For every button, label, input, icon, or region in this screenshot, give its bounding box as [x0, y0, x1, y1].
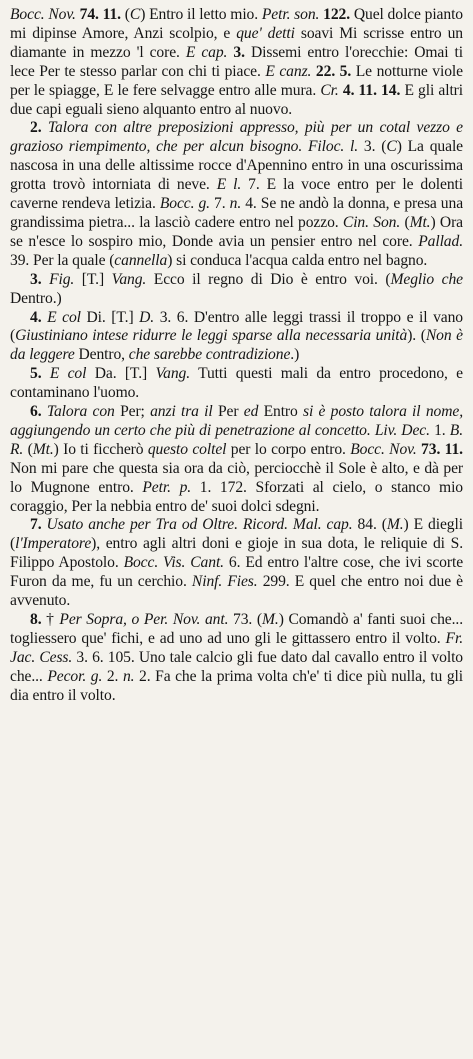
entry-paragraph-7: 7. Usato anche per Tra od Oltre. Ricord. Mal. cap. 84. (M.) E diegli (l'Imperatore), entro agli altri doni e gioje in sua dota, le reliquie di S. Filippo Apostolo. Bocc. Vis. Cant. 6. Ed entro l'altre cose, che ivi scorte Furon da me, fu un cerchio. Ninf. Fies. 299. E quel che entro noi due è avvenuto.	[10, 516, 464, 610]
entry-paragraph-8: 8. † Per Sopra, o Per. Nov. ant. 73. (M.) Comandò a' fanti suoi che... togliessero que' fichi, e ad uno ad uno gli le gittassero entro il volto. Fr. Jac. Cess. 3. 6. 105. Uno tale calcio gli fue dato dal cavallo entro il volto che... Pecor. g. 2. n. 2. Fa che la prima volta ch'e' ti dice più nulla, tu gli dia entro il volto.	[10, 611, 464, 704]
entry-paragraph-5: 5. E col Da. [T.] Vang. Tutti questi mali da entro procedono, e contaminano l'uomo.	[10, 365, 463, 402]
entry-paragraph-3: 3. Fig. [T.] Vang. Ecco il regno di Dio è entro voi. (Meglio che Dentro.)	[10, 270, 463, 307]
entry-paragraph-4: 4. E col Di. [T.] D. 3. 6. D'entro alle leggi trassi il troppo e il vano (Giustiniano intese ridurre le leggi sparse alla necessaria unità). (Non è da leggere Dentro, che sarebbe contradizione.)	[10, 308, 463, 364]
entry-paragraph-6: 6. Talora con Per; anzi tra il Per ed Entro si è posto talora il nome, aggiungendo un certo che più di penetrazione al concetto. Liv. Dec. 1. B. R. (Mt.) Io ti ficcherò questo coltel per lo corpo entro. Bocc. Nov. 73. 11. Non mi pare che questa sia ora da ciò, perciocchè il Sole è alto, e dà per lo Mugnone entro. Petr. p. 1. 172. Sforzati al cielo, o stanco mio coraggio, Per la nebbia entro de' suoi dolci sdegni.	[10, 403, 464, 515]
entry-paragraph-1: Bocc. Nov. 74. 11. (C) Entro il letto mio. Petr. son. 122. Quel dolce pianto mi dipinse Amore, Anzi scolpio, e que' detti soavi Mi scrisse entro un diamante in mezzo 'l core. E cap. 3. Dissemi entro l'orecchie: Omai ti lece Per te stesso parlar con chi ti piace. E canz. 22. 5. Le notturne viole per le spiagge, E le fere selvagge entro alle mura. Cr. 4. 11. 14. E gli altri due capi eguali sieno alquanto entro al nuovo.	[10, 6, 464, 118]
entry-paragraph-2: 2. Talora con altre preposizioni appresso, più per un cotal vezzo e grazioso riempimento, che per alcun bisogno. Filoc. l. 3. (C) La quale nascosa in una delle altissime rocce d'Apennino entro in una oscurissima grotta trovò intorniata di neve. E l. 7. E la voce entro per le dolenti caverne rendeva letizia. Bocc. g. 7. n. 4. Se ne andò la donna, e presa una grandissima pietra... la lasciò cadere entro nel pozzo. Cin. Son. (Mt.) Ora se n'esce lo sospiro mio, Donde avia un pensier entro nel core. Pallad. 39. Per la quale (cannella) si conduca l'acqua calda entro nel bagno.	[10, 119, 464, 269]
